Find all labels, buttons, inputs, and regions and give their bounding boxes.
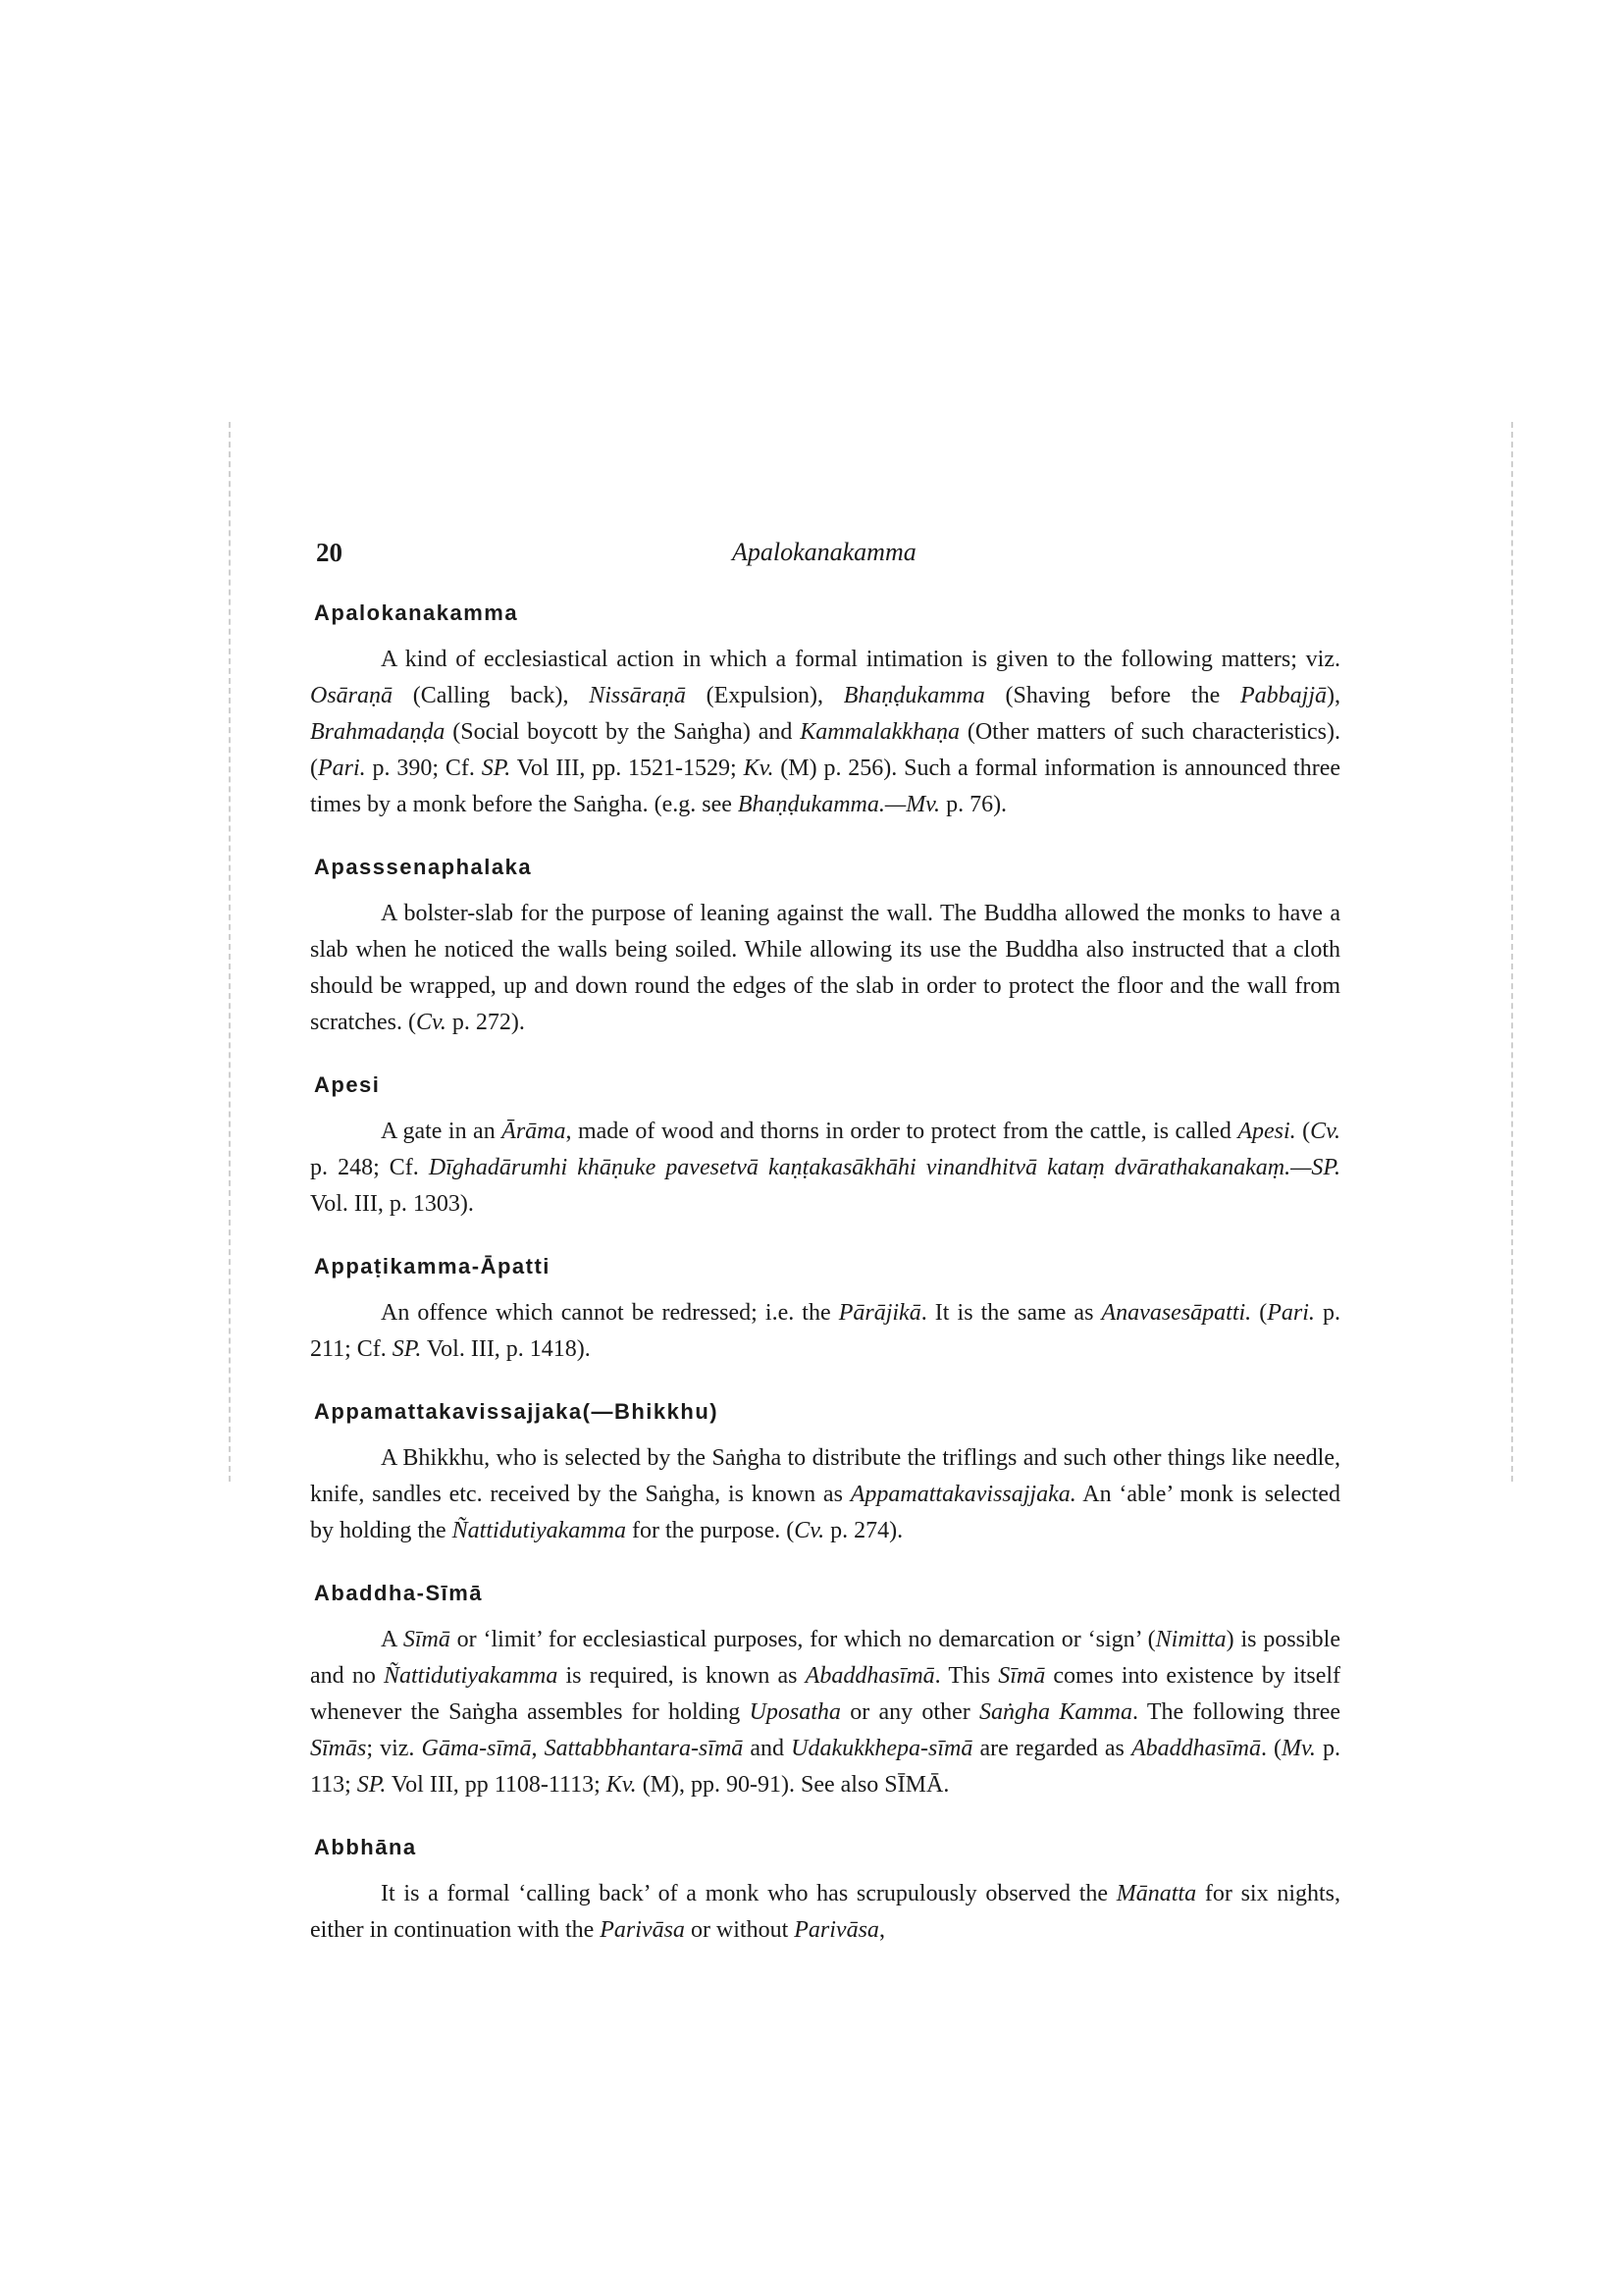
italic-term: Nissāraṇā: [589, 683, 686, 708]
definition-text: ) is possible and no: [310, 1627, 1340, 1689]
italic-term: Brahmadaṇḍa: [310, 719, 445, 745]
italic-term: Parivāsa: [600, 1917, 685, 1943]
dictionary-entry: [310, 600, 1340, 823]
italic-term: Bhaṇḍukamma: [843, 683, 985, 708]
entry-definition: [310, 1876, 1340, 1949]
italic-term: Sīmās: [310, 1736, 367, 1761]
definition-text: p. 274).: [824, 1518, 904, 1543]
dictionary-entry: [310, 1254, 1340, 1368]
italic-term: Cv.: [415, 1010, 446, 1035]
italic-term: Anavasesāpatti.: [1101, 1300, 1252, 1326]
italic-term: Sīmā: [998, 1663, 1046, 1689]
entry-definition: [310, 1440, 1340, 1549]
definition-text: Vol III, pp 1108-1113;: [386, 1772, 606, 1798]
definition-text: Vol. III, p. 1418).: [421, 1336, 591, 1362]
definition-text: p. 113;: [310, 1736, 1341, 1798]
italic-term: Ñattidutiyakamma: [384, 1663, 558, 1689]
right-margin-guide: [1511, 422, 1513, 1482]
definition-text: An ‘able’ monk is selected by holding the: [310, 1482, 1340, 1543]
italic-term: Ñattidutiyakamma: [451, 1518, 626, 1543]
italic-term: Saṅgha Kamma: [979, 1699, 1132, 1725]
definition-text: ,: [878, 1917, 885, 1943]
italic-term: Kv.: [743, 756, 774, 781]
italic-term: SP.: [356, 1772, 387, 1798]
definition-text: (: [1251, 1300, 1268, 1326]
running-head: [310, 538, 1340, 587]
italic-term: Mānatta: [1116, 1881, 1197, 1906]
dictionary-entry: [310, 1581, 1340, 1803]
italic-term: Pārājikā: [838, 1300, 921, 1326]
definition-text: or without: [684, 1917, 795, 1943]
definition-text: A Bhikkhu, who is selected by the Saṅgha to distribute the triflings and such other things like needle, knife, sandles etc. received by the Saṅgha, is known as: [310, 1445, 1340, 1507]
italic-term: Mv.: [1282, 1736, 1316, 1761]
definition-text: . The following three: [1132, 1699, 1341, 1725]
italic-term: Nimitta: [1155, 1627, 1227, 1652]
italic-term: Appamattakavissajjaka.: [850, 1482, 1076, 1507]
running-title: Apalokanakamma: [732, 538, 917, 566]
definition-text: . This: [934, 1663, 999, 1689]
italic-term: Sattabbhantara-sīmā: [544, 1736, 744, 1761]
italic-term: Parivāsa: [794, 1917, 879, 1943]
dictionary-page: [310, 538, 1340, 1980]
italic-term: Pabbajjā: [1240, 683, 1327, 708]
definition-text: A bolster-slab for the purpose of leaning against the wall. The Buddha allowed the monks to have a slab when he noticed the walls being soiled. While allowing its use the Buddha also instructed that a cloth should be wrapped, up and down round the edges of the slab in order to protect the floor and the wall from scratches. (: [310, 901, 1340, 1035]
entry-headword: Appamattakavissajjaka(—Bhikkhu): [314, 1399, 719, 1424]
entry-definition: [310, 1114, 1340, 1223]
dictionary-entry: [310, 1835, 1340, 1949]
definition-text: p. 211; Cf.: [310, 1300, 1341, 1362]
definition-text: ,: [531, 1736, 545, 1761]
italic-term: Cv.: [794, 1518, 825, 1543]
italic-term: Pari.: [1267, 1300, 1315, 1326]
definition-text: comes into existence by itself whenever the Saṅgha assembles for holding: [310, 1663, 1341, 1725]
definition-text: ),: [1327, 683, 1340, 708]
italic-term: Gāma-sīmā: [421, 1736, 532, 1761]
definition-text: p. 390; Cf.: [365, 756, 482, 781]
definition-text: (Expulsion),: [685, 683, 844, 708]
left-margin-guide: [229, 422, 231, 1482]
definition-text: or any other: [840, 1699, 980, 1725]
definition-text: and: [743, 1736, 792, 1761]
italic-term: Uposatha: [749, 1699, 841, 1725]
italic-term: SP.: [481, 756, 511, 781]
entry-definition: [310, 642, 1340, 823]
entries-list: [310, 600, 1340, 1949]
entry-headword: Abaddha-Sīmā: [314, 1581, 484, 1605]
italic-term: Abaddhasīmā: [1130, 1736, 1261, 1761]
italic-term: Osāraṇā: [310, 683, 393, 708]
definition-text: , made of wood and thorns in order to protect from the cattle, is called: [565, 1119, 1238, 1144]
entry-headword: Apesi: [314, 1072, 381, 1097]
page-number: 20: [316, 538, 342, 567]
definition-text: are regarded as: [972, 1736, 1131, 1761]
definition-text: is required, is known as: [557, 1663, 806, 1689]
definition-text: A kind of ecclesiastical action in which a formal intimation is given to the following matters; viz.: [381, 647, 1340, 672]
definition-text: p. 76).: [940, 792, 1008, 817]
dictionary-entry: [310, 855, 1340, 1041]
definition-text: for the purpose. (: [625, 1518, 795, 1543]
definition-text: (Social boycott by the Saṅgha) and: [445, 719, 801, 745]
italic-term: Ārāma: [501, 1119, 566, 1144]
italic-term: Sīmā: [402, 1627, 450, 1652]
italic-term: Kammalakkhaṇa: [800, 719, 960, 745]
italic-term: Pari.: [318, 756, 366, 781]
entry-definition: [310, 1295, 1340, 1368]
definition-text: . It is the same as: [920, 1300, 1102, 1326]
definition-text: A: [381, 1627, 403, 1652]
definition-text: . (: [1260, 1736, 1283, 1761]
definition-text: An offence which cannot be redressed; i.e. the: [381, 1300, 839, 1326]
definition-text: It is a formal ‘calling back’ of a monk who has scrupulously observed the: [381, 1881, 1117, 1906]
definition-text: (Calling back),: [393, 683, 590, 708]
definition-text: ; viz.: [366, 1736, 422, 1761]
definition-text: for six nights, either in continuation with the: [310, 1881, 1340, 1943]
definition-text: Vol III, pp. 1521-1529;: [510, 756, 744, 781]
definition-text: (Shaving before the: [984, 683, 1240, 708]
italic-term: SP.: [392, 1336, 422, 1362]
italic-term: Dīghadārumhi khāṇuke pavesetvā kaṇṭakasākhāhi vinandhitvā kataṃ dvārathakanakaṃ.—SP.: [428, 1155, 1340, 1180]
italic-term: Udakukkhepa-sīmā: [791, 1736, 973, 1761]
italic-term: Kv.: [605, 1772, 637, 1798]
entry-definition: [310, 1622, 1340, 1803]
italic-term: Abaddhasīmā: [805, 1663, 935, 1689]
entry-headword: Apalokanakamma: [314, 600, 519, 625]
definition-text: p. 248; Cf.: [310, 1155, 429, 1180]
italic-term: Apesi.: [1237, 1119, 1296, 1144]
definition-text: or ‘limit’ for ecclesiastical purposes, for which no demarcation or ‘sign’ (: [449, 1627, 1156, 1652]
definition-text: p. 272).: [445, 1010, 525, 1035]
entry-headword: Appaṭikamma-Āpatti: [314, 1254, 550, 1278]
italic-term: Bhaṇḍukamma.—Mv.: [737, 792, 941, 817]
definition-text: Vol. III, p. 1303).: [310, 1191, 474, 1217]
italic-term: Cv.: [1310, 1119, 1340, 1144]
definition-text: (M), pp. 90-91). See also SĪMĀ.: [636, 1772, 950, 1798]
dictionary-entry: [310, 1399, 1340, 1549]
entry-headword: Apasssenaphalaka: [314, 855, 533, 879]
entry-headword: Abbhāna: [314, 1835, 417, 1859]
entry-definition: [310, 896, 1340, 1041]
definition-text: (Other matters of such characteristics). (: [310, 719, 1340, 781]
definition-text: (M) p. 256). Such a formal information is announced three times by a monk before the Saṅgha. (e.g. see: [310, 756, 1340, 817]
definition-text: (: [1295, 1119, 1311, 1144]
definition-text: A gate in an: [381, 1119, 502, 1144]
dictionary-entry: [310, 1072, 1340, 1223]
